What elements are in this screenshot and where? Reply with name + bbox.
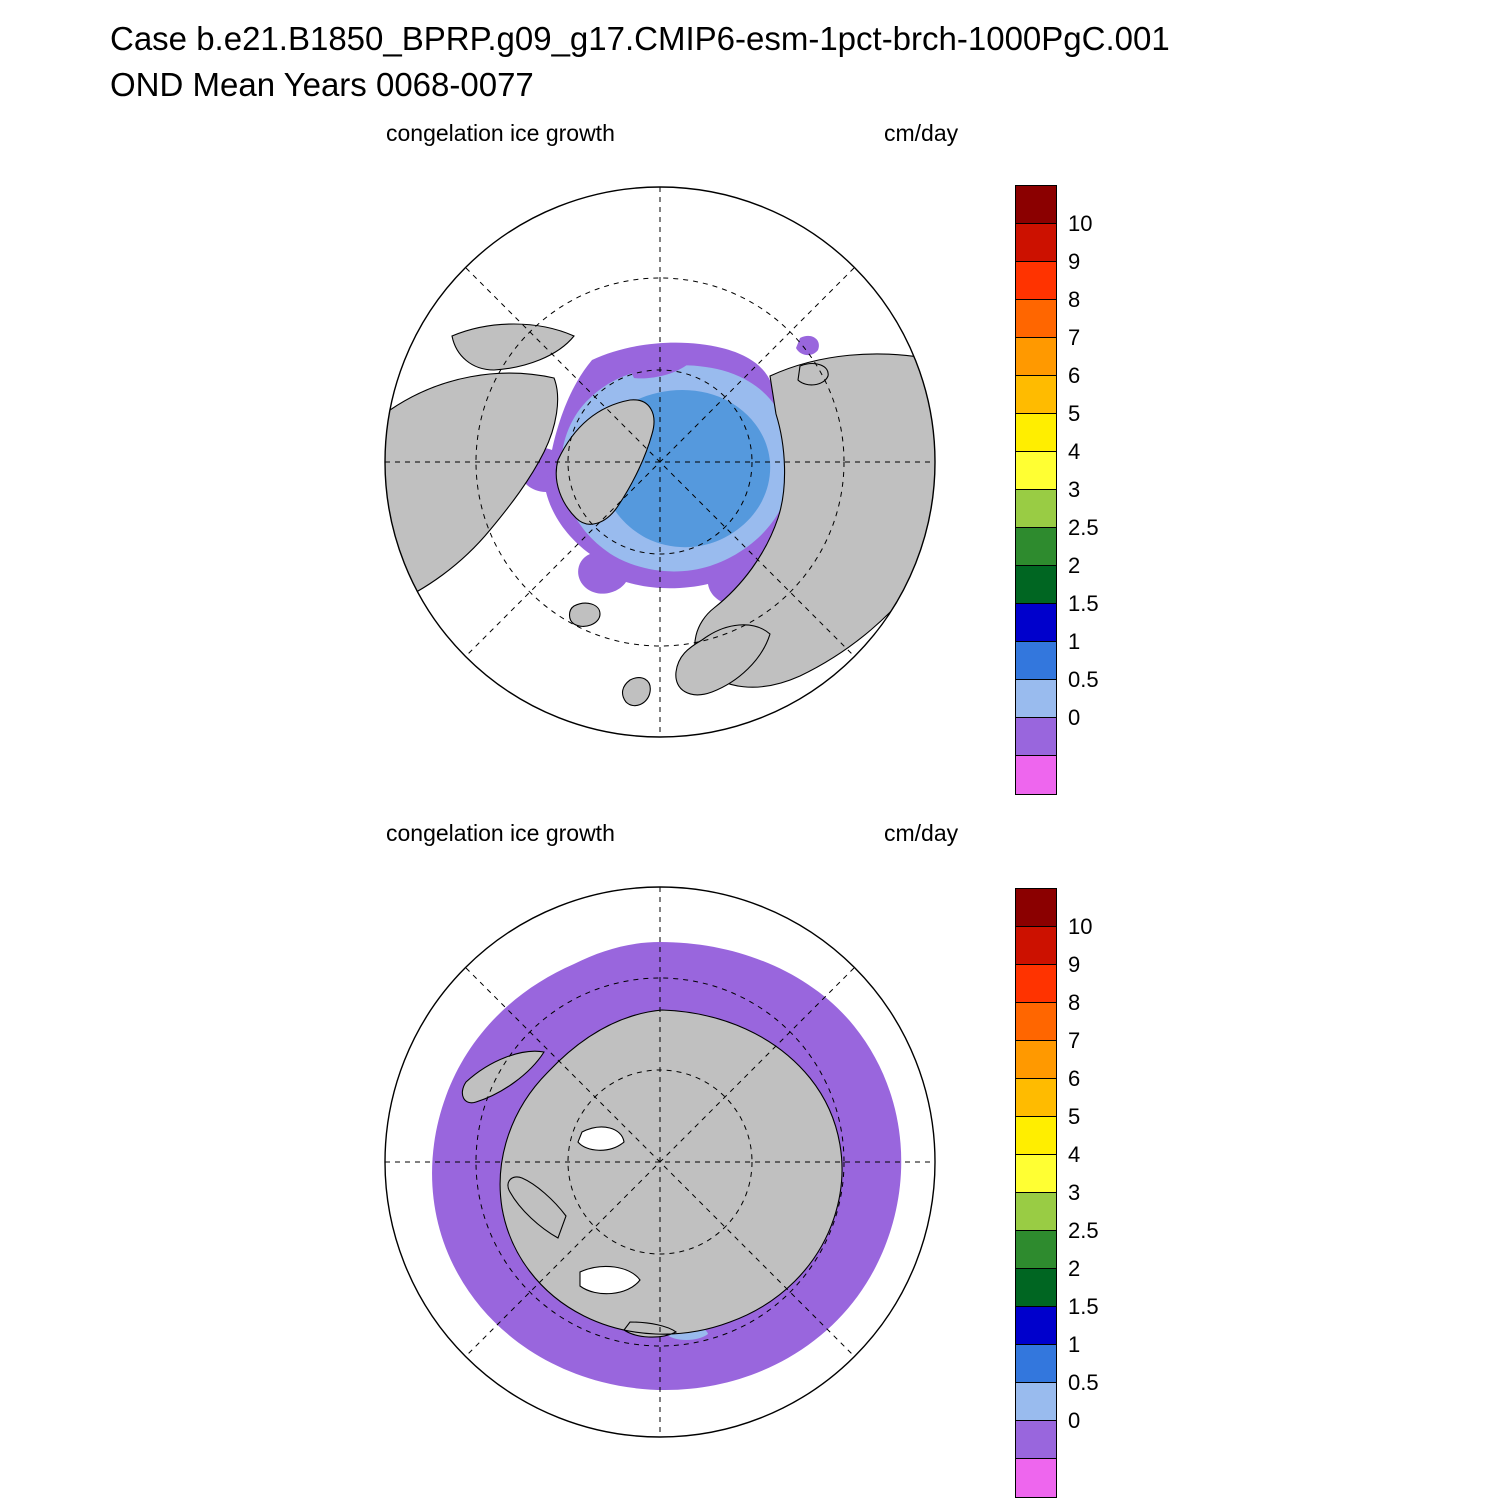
colorbar-cell	[1016, 414, 1081, 464]
colorbar-tick-label: 1.5	[1068, 1294, 1099, 1319]
colorbar-tick-label: 10	[1068, 211, 1093, 236]
colorbar-tick-label: 0	[1068, 705, 1081, 730]
colorbar-tick-label: 7	[1068, 325, 1081, 350]
colorbar-tick-label: 5	[1068, 401, 1081, 426]
south-colorbar	[1015, 888, 1099, 1498]
colorbar-cell	[1016, 1231, 1081, 1281]
title-line-2: OND Mean Years 0068-0077	[110, 66, 534, 103]
north-polar-map	[330, 170, 990, 790]
colorbar-cell	[1016, 490, 1099, 540]
colorbar-cell	[1016, 1117, 1081, 1167]
colorbar-cell	[1016, 224, 1081, 274]
figure-title	[110, 16, 1490, 108]
colorbar-cell	[1016, 718, 1056, 756]
colorbar-tick-label: 1	[1068, 1332, 1081, 1357]
colorbar-cell	[1016, 1041, 1081, 1091]
colorbar-tick-label: 3	[1068, 477, 1081, 502]
south-units-label: cm/day	[884, 820, 959, 846]
colorbar-tick-label: 2.5	[1068, 515, 1099, 540]
colorbar-tick-label: 1.5	[1068, 591, 1099, 616]
south-polar-map	[330, 870, 990, 1490]
colorbar-tick-label: 4	[1068, 439, 1081, 464]
colorbar-cell	[1016, 604, 1081, 654]
colorbar-cell	[1016, 1193, 1099, 1243]
colorbar-tick-label: 9	[1068, 952, 1081, 977]
colorbar-tick-label: 0.5	[1068, 1370, 1099, 1395]
colorbar-cell	[1016, 756, 1056, 794]
colorbar-cell	[1016, 927, 1081, 977]
colorbar-tick-label: 1	[1068, 629, 1081, 654]
north-variable-label: congelation ice growth	[386, 120, 615, 146]
north-units-label: cm/day	[884, 120, 959, 146]
colorbar-cell	[1016, 338, 1081, 388]
colorbar-cell	[1016, 1307, 1081, 1357]
colorbar-cell	[1016, 680, 1081, 730]
panel-southern-hemisphere	[0, 810, 1500, 1500]
colorbar-cell	[1016, 1079, 1081, 1129]
north-colorbar	[1015, 185, 1099, 795]
colorbar-tick-label: 2.5	[1068, 1218, 1099, 1243]
colorbar-cell	[1016, 186, 1093, 236]
panel-northern-hemisphere	[0, 110, 1500, 800]
colorbar-tick-label: 5	[1068, 1104, 1081, 1129]
colorbar-cell	[1016, 528, 1081, 578]
colorbar-cell	[1016, 1345, 1099, 1395]
colorbar-tick-label: 0	[1068, 1408, 1081, 1433]
colorbar-tick-label: 7	[1068, 1028, 1081, 1053]
colorbar-cell	[1016, 452, 1081, 502]
colorbar-tick-label: 2	[1068, 553, 1081, 578]
colorbar-tick-label: 9	[1068, 249, 1081, 274]
colorbar-tick-label: 4	[1068, 1142, 1081, 1167]
colorbar-cell	[1016, 262, 1081, 312]
colorbar-tick-label: 3	[1068, 1180, 1081, 1205]
colorbar-tick-label: 2	[1068, 1256, 1081, 1281]
title-line-1: Case b.e21.B1850_BPRP.g09_g17.CMIP6-esm-1pct-brch-1000PgC.001	[110, 20, 1170, 57]
colorbar-cell	[1016, 1383, 1081, 1433]
colorbar-tick-label: 6	[1068, 1066, 1081, 1091]
colorbar-tick-label: 8	[1068, 287, 1081, 312]
colorbar-cell	[1016, 965, 1081, 1015]
south-variable-label: congelation ice growth	[386, 820, 615, 846]
colorbar-cell	[1016, 566, 1099, 616]
colorbar-cell	[1016, 376, 1081, 426]
colorbar-tick-label: 10	[1068, 914, 1093, 939]
colorbar-tick-label: 6	[1068, 363, 1081, 388]
colorbar-cell	[1016, 1459, 1056, 1497]
colorbar-cell	[1016, 1269, 1099, 1319]
colorbar-cell	[1016, 1003, 1081, 1053]
colorbar-cell	[1016, 642, 1099, 692]
colorbar-tick-label: 8	[1068, 990, 1081, 1015]
colorbar-cell	[1016, 300, 1081, 350]
colorbar-cell	[1016, 1421, 1056, 1459]
colorbar-tick-label: 0.5	[1068, 667, 1099, 692]
colorbar-cell	[1016, 889, 1093, 939]
colorbar-cell	[1016, 1155, 1081, 1205]
